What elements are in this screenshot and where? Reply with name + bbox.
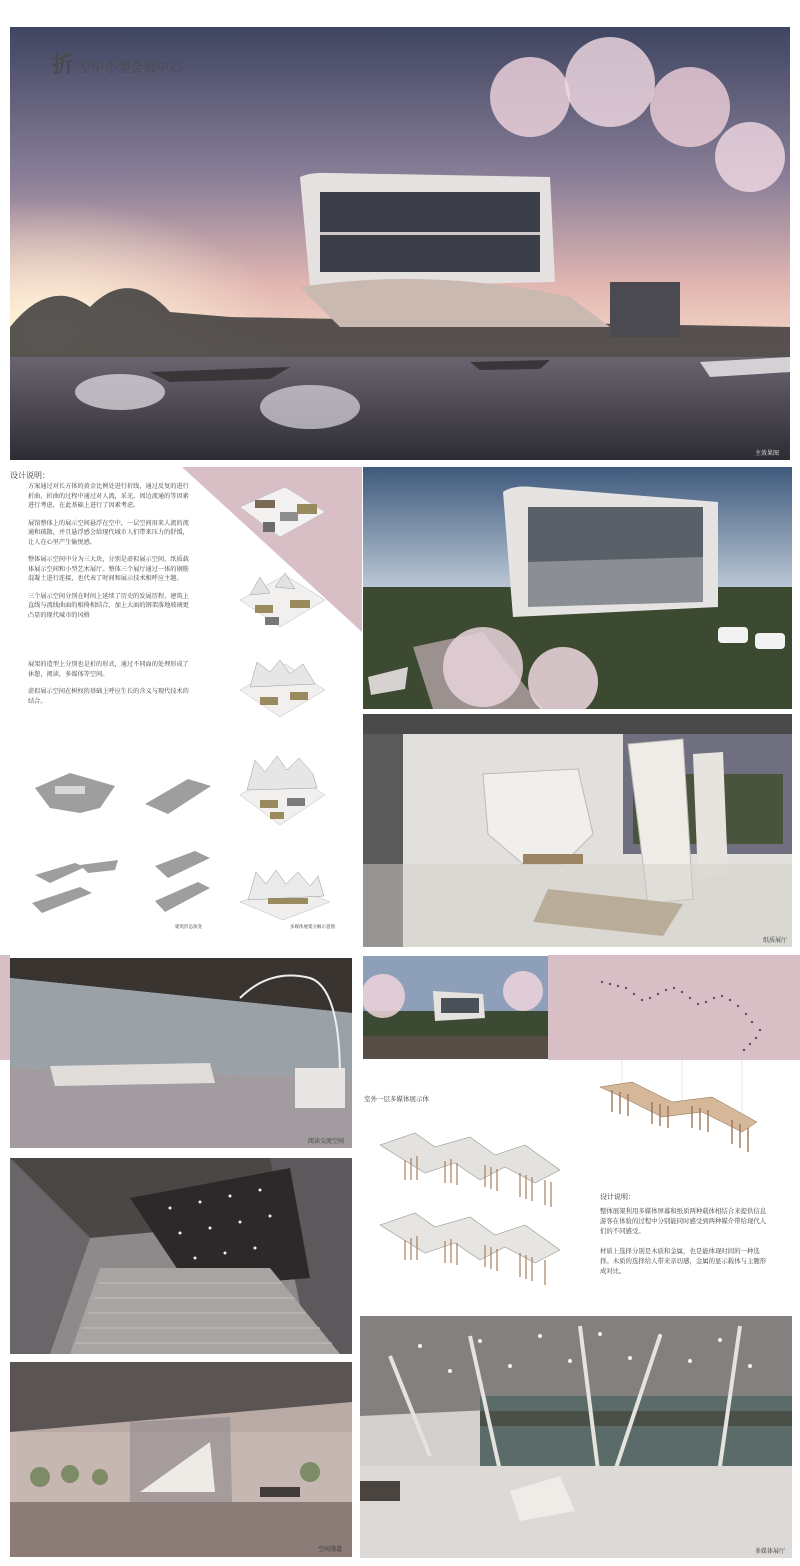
design-note-1: 方案通过对长方体的黄金比例处进行折线，通过反复的进行折曲，折曲的过程中通过对人流，采光，周边流通的等因素进行考虑，在此基础上进行了因素考虑。 <box>28 483 189 509</box>
outdoor-label: 室外一层多媒体展示体 <box>364 1095 429 1103</box>
multimedia-shelf-iso-1 <box>375 1125 575 1215</box>
exterior-thumb-render <box>363 956 548 1059</box>
design-note-4: 三个展示空间分别在时间上延续了历史的发展历程，建筑上直线与流线曲面的相倚相结合，加上大面的钢架落地玻璃更凸显的现代城市的风格 <box>28 592 189 619</box>
shelf-split-caption: 多媒体展架分解示意图 <box>290 925 335 930</box>
space-flow-caption: 空间漫道 <box>318 1546 343 1553</box>
form-diagram-1 <box>30 768 120 818</box>
title-dot: · <box>74 60 79 76</box>
mm-notes <box>600 1206 772 1284</box>
exterior-side-render <box>363 467 792 709</box>
hero-render <box>10 27 790 460</box>
axon-diagram-4 <box>235 750 330 835</box>
design-note-2: 展馆整体上的展示空间悬浮在空中，一层空间用来人流的流通和疏散，并且悬浮感会给现代城市人们带来压力的舒缓，让人在心里产生愉悦感。 <box>28 519 189 546</box>
multimedia-hall-render <box>360 1316 792 1558</box>
mm-note-1: 整体展架利用多媒体屏幕和纸质两种载体相结合来提供信息游客在体验的过程中分别能同时感受到两种媒介带给现代人们的不同感受。 <box>600 1207 767 1235</box>
form-diagram-3 <box>30 855 122 917</box>
mm-notes-heading: 设计说明： <box>600 1193 635 1201</box>
form-diagram-4 <box>150 846 215 918</box>
multimedia-shelf-iso-2 <box>375 1205 575 1295</box>
form-evolution-caption: 建筑形态演变 <box>175 925 202 930</box>
design-note-5: 展架的造型上分别也是折的形式，通过不同面的处理形成了休憩，阅读，多媒体等空间。 <box>28 661 189 678</box>
design-note-6: 虚拟展示空间在树杈的基础上呼应生长的含义与现代技术的结合。 <box>28 688 189 705</box>
stairs-render <box>10 1158 352 1354</box>
title-sub: 空中小型会展中心 <box>78 61 183 76</box>
design-note-3: 整体展示空间中分为三大块，分别是虚拟展示空间，纸质载体展示空间和小型艺术展厅。整体三个展厅通过一体的钢筋混凝土进行连接，也代表了时间和展示技术相呼应主题。 <box>28 556 189 582</box>
hero-caption: 主效果图 <box>755 450 780 457</box>
page-title <box>52 48 182 79</box>
multimedia-hall-caption: 多媒体展厅 <box>755 1548 786 1555</box>
shelf-exploded-diagram <box>592 972 782 1172</box>
reading-space-caption: 阅读交流空间 <box>308 1138 345 1145</box>
pink-band-left <box>0 955 10 1060</box>
paper-hall-render <box>363 714 792 947</box>
form-diagram-2 <box>143 774 213 819</box>
space-flow-render <box>10 1362 352 1557</box>
title-main: 折 <box>52 52 75 78</box>
mm-note-2: 材质上选择分别是木质和金属，也是能体现时间的一种选择。木质的选择给人带来亲切感，金属的显示载体与主题形成对比。 <box>600 1247 767 1275</box>
paper-hall-caption: 纸质展厅 <box>763 937 788 944</box>
axon-diagram-1 <box>235 482 330 552</box>
axon-diagram-3 <box>235 652 330 727</box>
reading-space-render <box>10 958 352 1148</box>
design-notes <box>28 482 190 714</box>
axon-diagram-2 <box>235 565 330 640</box>
design-notes-heading: 设计说明： <box>10 471 50 480</box>
axon-diagram-5 <box>238 862 333 924</box>
